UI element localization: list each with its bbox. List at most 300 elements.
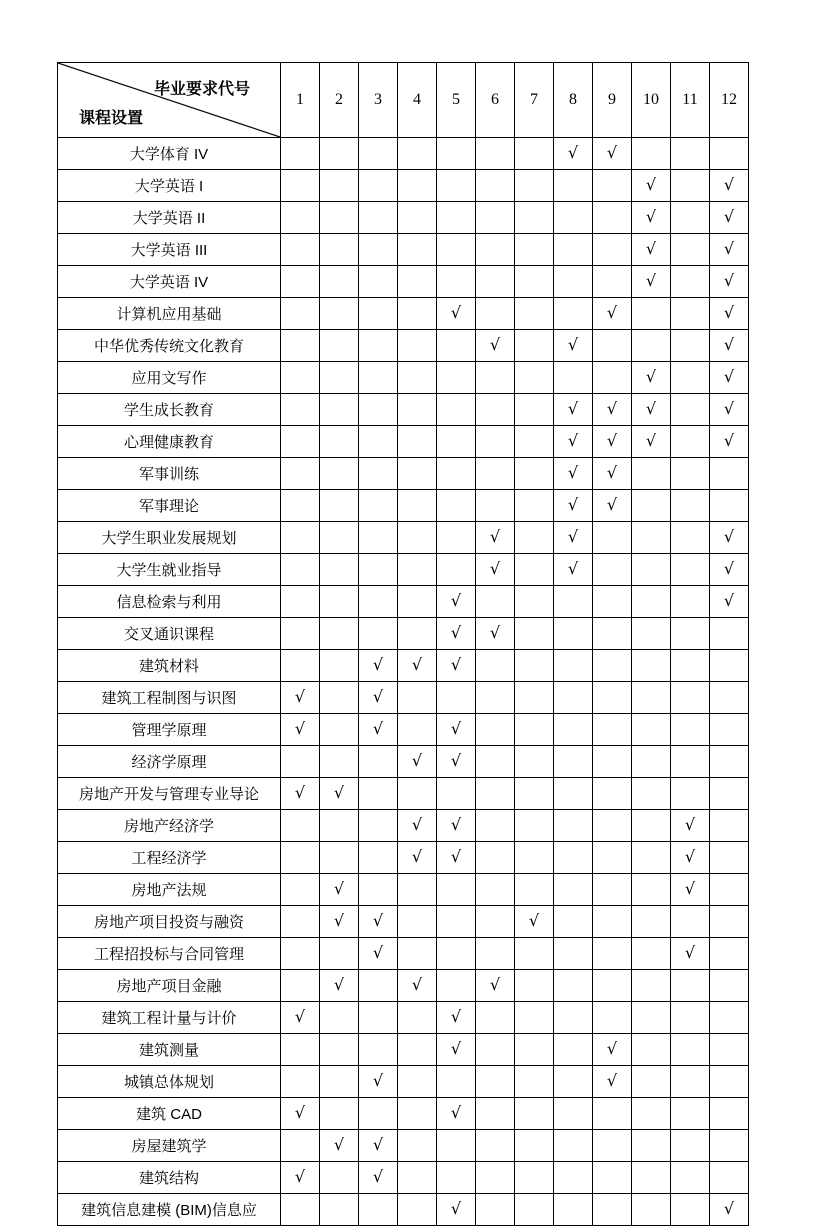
check-cell-c8	[554, 650, 593, 682]
check-cell-c11	[671, 522, 710, 554]
course-row-2	[58, 170, 749, 202]
check-cell-c10	[632, 1002, 671, 1034]
check-mark: √	[684, 814, 696, 834]
check-mark: √	[333, 878, 345, 898]
check-cell-c10	[632, 298, 671, 330]
check-cell-c2	[320, 426, 359, 458]
check-cell-c3	[359, 362, 398, 394]
check-cell-c12	[710, 490, 749, 522]
course-name-cell: 工程招投标与合同管理	[58, 938, 281, 970]
check-cell-c7	[515, 586, 554, 618]
requirement-code-header-6: 6	[476, 63, 515, 138]
matrix-body	[58, 138, 749, 1226]
check-cell-c12	[710, 1194, 749, 1226]
check-cell-c3	[359, 266, 398, 298]
check-cell-c4	[398, 202, 437, 234]
check-cell-c3	[359, 138, 398, 170]
check-cell-c10	[632, 362, 671, 394]
course-name-cell: 信息检索与利用	[58, 586, 281, 618]
check-cell-c3	[359, 1002, 398, 1034]
check-cell-c8	[554, 298, 593, 330]
check-cell-c7	[515, 1002, 554, 1034]
check-cell-c6	[476, 138, 515, 170]
check-mark: √	[645, 238, 657, 258]
check-mark: √	[723, 1198, 735, 1218]
course-row-33	[58, 1162, 749, 1194]
course-row-29	[58, 1034, 749, 1066]
check-cell-c8	[554, 1130, 593, 1162]
check-cell-c6	[476, 778, 515, 810]
check-cell-c6	[476, 1130, 515, 1162]
check-cell-c7	[515, 266, 554, 298]
check-cell-c3	[359, 202, 398, 234]
check-cell-c3	[359, 490, 398, 522]
check-cell-c4	[398, 810, 437, 842]
check-cell-c4	[398, 1162, 437, 1194]
check-cell-c10	[632, 1034, 671, 1066]
check-cell-c11	[671, 1002, 710, 1034]
check-cell-c7	[515, 1162, 554, 1194]
check-mark: √	[723, 270, 735, 290]
check-cell-c6	[476, 1034, 515, 1066]
check-cell-c4	[398, 138, 437, 170]
check-cell-c9	[593, 586, 632, 618]
check-cell-c8	[554, 202, 593, 234]
check-cell-c2	[320, 490, 359, 522]
check-cell-c7	[515, 202, 554, 234]
check-cell-c12	[710, 1066, 749, 1098]
check-cell-c4	[398, 906, 437, 938]
course-row-31	[58, 1098, 749, 1130]
check-mark: √	[645, 430, 657, 450]
check-cell-c4	[398, 298, 437, 330]
check-cell-c8	[554, 970, 593, 1002]
check-cell-c9	[593, 522, 632, 554]
check-cell-c1	[281, 874, 320, 906]
check-cell-c7	[515, 746, 554, 778]
check-cell-c9	[593, 650, 632, 682]
check-mark: √	[684, 878, 696, 898]
check-cell-c7	[515, 1066, 554, 1098]
check-cell-c3	[359, 1194, 398, 1226]
check-cell-c4	[398, 1002, 437, 1034]
check-cell-c7	[515, 330, 554, 362]
check-cell-c8	[554, 682, 593, 714]
check-cell-c6	[476, 874, 515, 906]
check-mark: √	[294, 782, 306, 802]
course-row-11	[58, 458, 749, 490]
check-cell-c5	[437, 682, 476, 714]
course-row-34	[58, 1194, 749, 1226]
requirement-code-header-9: 9	[593, 63, 632, 138]
check-cell-c4	[398, 1194, 437, 1226]
check-cell-c9	[593, 1034, 632, 1066]
check-cell-c3	[359, 1098, 398, 1130]
check-cell-c10	[632, 266, 671, 298]
check-cell-c5	[437, 266, 476, 298]
check-cell-c2	[320, 810, 359, 842]
check-mark: √	[294, 1102, 306, 1122]
check-cell-c9	[593, 490, 632, 522]
check-mark: √	[567, 526, 579, 546]
course-name-cell: 房地产开发与管理专业导论	[58, 778, 281, 810]
check-cell-c12	[710, 234, 749, 266]
check-cell-c2	[320, 746, 359, 778]
check-cell-c7	[515, 426, 554, 458]
check-cell-c6	[476, 202, 515, 234]
check-cell-c10	[632, 1098, 671, 1130]
check-cell-c6	[476, 330, 515, 362]
check-mark: √	[723, 206, 735, 226]
check-cell-c4	[398, 554, 437, 586]
check-cell-c4	[398, 330, 437, 362]
check-cell-c6	[476, 746, 515, 778]
check-cell-c6	[476, 970, 515, 1002]
check-cell-c10	[632, 522, 671, 554]
check-cell-c2	[320, 266, 359, 298]
check-cell-c10	[632, 138, 671, 170]
check-cell-c6	[476, 522, 515, 554]
check-cell-c7	[515, 1130, 554, 1162]
check-cell-c12	[710, 650, 749, 682]
check-cell-c6	[476, 650, 515, 682]
check-cell-c12	[710, 1034, 749, 1066]
check-cell-c2	[320, 586, 359, 618]
check-cell-c12	[710, 362, 749, 394]
check-mark: √	[606, 494, 618, 514]
check-mark: √	[372, 910, 384, 930]
check-cell-c8	[554, 362, 593, 394]
check-cell-c1	[281, 202, 320, 234]
check-cell-c1	[281, 1194, 320, 1226]
course-name-cell: 心理健康教育	[58, 426, 281, 458]
check-cell-c9	[593, 874, 632, 906]
check-cell-c3	[359, 842, 398, 874]
course-name-cell: 大学体育 IV	[58, 138, 281, 170]
course-name-cell: 房地产经济学	[58, 810, 281, 842]
check-cell-c3	[359, 650, 398, 682]
check-cell-c7	[515, 138, 554, 170]
check-cell-c2	[320, 682, 359, 714]
check-cell-c1	[281, 778, 320, 810]
requirement-code-header-7: 7	[515, 63, 554, 138]
course-name-cell: 建筑材料	[58, 650, 281, 682]
course-row-22	[58, 810, 749, 842]
check-cell-c9	[593, 746, 632, 778]
check-cell-c2	[320, 234, 359, 266]
course-name-cell: 房地产项目金融	[58, 970, 281, 1002]
course-name-cell: 管理学原理	[58, 714, 281, 746]
check-cell-c8	[554, 330, 593, 362]
check-cell-c8	[554, 522, 593, 554]
check-cell-c9	[593, 362, 632, 394]
check-mark: √	[684, 942, 696, 962]
check-cell-c9	[593, 682, 632, 714]
check-cell-c6	[476, 938, 515, 970]
course-row-32	[58, 1130, 749, 1162]
check-cell-c9	[593, 202, 632, 234]
check-cell-c12	[710, 810, 749, 842]
course-row-6	[58, 298, 749, 330]
check-cell-c11	[671, 298, 710, 330]
check-cell-c11	[671, 970, 710, 1002]
check-cell-c8	[554, 170, 593, 202]
check-cell-c5	[437, 586, 476, 618]
check-cell-c8	[554, 618, 593, 650]
course-name-cell: 建筑工程计量与计价	[58, 1002, 281, 1034]
check-cell-c12	[710, 522, 749, 554]
check-cell-c8	[554, 490, 593, 522]
check-cell-c6	[476, 906, 515, 938]
check-cell-c4	[398, 362, 437, 394]
check-cell-c4	[398, 874, 437, 906]
check-cell-c1	[281, 394, 320, 426]
check-cell-c12	[710, 906, 749, 938]
check-cell-c3	[359, 298, 398, 330]
check-cell-c7	[515, 522, 554, 554]
check-mark: √	[684, 846, 696, 866]
check-cell-c4	[398, 1098, 437, 1130]
check-mark: √	[567, 494, 579, 514]
check-cell-c1	[281, 1162, 320, 1194]
check-cell-c4	[398, 426, 437, 458]
check-mark: √	[723, 398, 735, 418]
check-cell-c5	[437, 618, 476, 650]
course-row-26	[58, 938, 749, 970]
check-cell-c7	[515, 170, 554, 202]
check-mark: √	[450, 1038, 462, 1058]
check-cell-c8	[554, 714, 593, 746]
course-name-cell: 应用文写作	[58, 362, 281, 394]
check-cell-c2	[320, 1034, 359, 1066]
course-row-25	[58, 906, 749, 938]
course-row-18	[58, 682, 749, 714]
requirement-code-header-5: 5	[437, 63, 476, 138]
check-cell-c12	[710, 746, 749, 778]
check-cell-c2	[320, 714, 359, 746]
check-cell-c8	[554, 938, 593, 970]
check-cell-c10	[632, 490, 671, 522]
check-cell-c1	[281, 842, 320, 874]
course-name-cell: 大学英语 II	[58, 202, 281, 234]
check-cell-c3	[359, 1162, 398, 1194]
check-cell-c10	[632, 906, 671, 938]
check-cell-c2	[320, 138, 359, 170]
check-cell-c5	[437, 458, 476, 490]
check-cell-c5	[437, 1066, 476, 1098]
check-cell-c11	[671, 1034, 710, 1066]
requirement-code-header-11: 11	[671, 63, 710, 138]
check-cell-c11	[671, 170, 710, 202]
check-cell-c11	[671, 426, 710, 458]
check-cell-c10	[632, 554, 671, 586]
course-name-cell: 计算机应用基础	[58, 298, 281, 330]
check-cell-c1	[281, 426, 320, 458]
check-cell-c4	[398, 1130, 437, 1162]
check-cell-c3	[359, 906, 398, 938]
check-cell-c3	[359, 554, 398, 586]
check-cell-c8	[554, 426, 593, 458]
check-cell-c9	[593, 906, 632, 938]
check-cell-c5	[437, 170, 476, 202]
check-cell-c7	[515, 490, 554, 522]
check-cell-c8	[554, 554, 593, 586]
check-cell-c9	[593, 618, 632, 650]
check-cell-c5	[437, 938, 476, 970]
diagonal-header-cell	[58, 63, 281, 138]
check-cell-c6	[476, 490, 515, 522]
check-cell-c10	[632, 714, 671, 746]
check-cell-c4	[398, 394, 437, 426]
check-cell-c7	[515, 1034, 554, 1066]
check-cell-c6	[476, 714, 515, 746]
check-cell-c2	[320, 650, 359, 682]
check-cell-c9	[593, 970, 632, 1002]
check-cell-c6	[476, 170, 515, 202]
check-cell-c2	[320, 618, 359, 650]
course-name-cell: 房地产法规	[58, 874, 281, 906]
course-name-cell: 建筑 CAD	[58, 1098, 281, 1130]
check-cell-c3	[359, 586, 398, 618]
check-cell-c5	[437, 778, 476, 810]
check-mark: √	[450, 846, 462, 866]
check-cell-c7	[515, 394, 554, 426]
course-name-cell: 建筑结构	[58, 1162, 281, 1194]
check-mark: √	[372, 942, 384, 962]
check-cell-c4	[398, 970, 437, 1002]
check-mark: √	[723, 302, 735, 322]
course-row-3	[58, 202, 749, 234]
check-cell-c2	[320, 1162, 359, 1194]
course-row-20	[58, 746, 749, 778]
check-cell-c10	[632, 1162, 671, 1194]
check-mark: √	[333, 1134, 345, 1154]
check-cell-c6	[476, 554, 515, 586]
requirement-code-header-4: 4	[398, 63, 437, 138]
check-cell-c1	[281, 938, 320, 970]
check-cell-c1	[281, 170, 320, 202]
course-name-cell: 建筑工程制图与识图	[58, 682, 281, 714]
check-cell-c10	[632, 586, 671, 618]
check-cell-c6	[476, 1066, 515, 1098]
check-mark: √	[489, 622, 501, 642]
check-cell-c9	[593, 1098, 632, 1130]
check-cell-c10	[632, 1194, 671, 1226]
check-cell-c10	[632, 778, 671, 810]
course-name-cell: 大学生就业指导	[58, 554, 281, 586]
check-mark: √	[723, 366, 735, 386]
check-cell-c3	[359, 426, 398, 458]
check-cell-c6	[476, 842, 515, 874]
check-cell-c7	[515, 778, 554, 810]
check-cell-c1	[281, 234, 320, 266]
check-cell-c11	[671, 330, 710, 362]
check-cell-c10	[632, 874, 671, 906]
course-row-15	[58, 586, 749, 618]
check-cell-c1	[281, 746, 320, 778]
check-mark: √	[489, 558, 501, 578]
check-cell-c9	[593, 1130, 632, 1162]
check-cell-c9	[593, 1162, 632, 1194]
check-mark: √	[411, 654, 423, 674]
check-cell-c5	[437, 490, 476, 522]
check-cell-c2	[320, 330, 359, 362]
check-cell-c2	[320, 458, 359, 490]
check-cell-c5	[437, 650, 476, 682]
check-cell-c12	[710, 682, 749, 714]
check-cell-c2	[320, 970, 359, 1002]
requirement-code-header-8: 8	[554, 63, 593, 138]
check-cell-c3	[359, 522, 398, 554]
course-name-cell: 大学英语 IV	[58, 266, 281, 298]
check-cell-c12	[710, 874, 749, 906]
course-name-cell: 建筑测量	[58, 1034, 281, 1066]
check-cell-c11	[671, 458, 710, 490]
check-cell-c10	[632, 234, 671, 266]
check-cell-c8	[554, 1098, 593, 1130]
check-cell-c8	[554, 778, 593, 810]
course-row-13	[58, 522, 749, 554]
check-cell-c12	[710, 842, 749, 874]
check-cell-c5	[437, 1002, 476, 1034]
check-cell-c4	[398, 458, 437, 490]
check-cell-c7	[515, 970, 554, 1002]
check-cell-c11	[671, 202, 710, 234]
check-cell-c12	[710, 1002, 749, 1034]
check-cell-c12	[710, 138, 749, 170]
check-cell-c3	[359, 234, 398, 266]
check-cell-c11	[671, 138, 710, 170]
check-mark: √	[411, 846, 423, 866]
check-cell-c12	[710, 1162, 749, 1194]
check-cell-c8	[554, 138, 593, 170]
check-cell-c5	[437, 522, 476, 554]
check-mark: √	[567, 334, 579, 354]
check-cell-c11	[671, 938, 710, 970]
check-cell-c7	[515, 874, 554, 906]
check-mark: √	[489, 526, 501, 546]
check-cell-c11	[671, 906, 710, 938]
check-mark: √	[723, 430, 735, 450]
check-mark: √	[567, 462, 579, 482]
check-cell-c8	[554, 810, 593, 842]
course-name-cell: 房地产项目投资与融资	[58, 906, 281, 938]
check-mark: √	[645, 270, 657, 290]
course-row-7	[58, 330, 749, 362]
check-cell-c11	[671, 1194, 710, 1226]
check-cell-c3	[359, 970, 398, 1002]
check-mark: √	[450, 1198, 462, 1218]
check-cell-c2	[320, 1098, 359, 1130]
check-cell-c10	[632, 618, 671, 650]
check-cell-c8	[554, 906, 593, 938]
check-mark: √	[606, 302, 618, 322]
check-mark: √	[450, 814, 462, 834]
check-cell-c12	[710, 714, 749, 746]
check-cell-c7	[515, 714, 554, 746]
check-cell-c10	[632, 810, 671, 842]
check-mark: √	[723, 174, 735, 194]
check-cell-c6	[476, 426, 515, 458]
check-cell-c5	[437, 1130, 476, 1162]
check-cell-c6	[476, 1194, 515, 1226]
check-mark: √	[333, 910, 345, 930]
course-row-24	[58, 874, 749, 906]
check-cell-c2	[320, 522, 359, 554]
check-cell-c2	[320, 778, 359, 810]
check-cell-c9	[593, 394, 632, 426]
check-cell-c7	[515, 842, 554, 874]
